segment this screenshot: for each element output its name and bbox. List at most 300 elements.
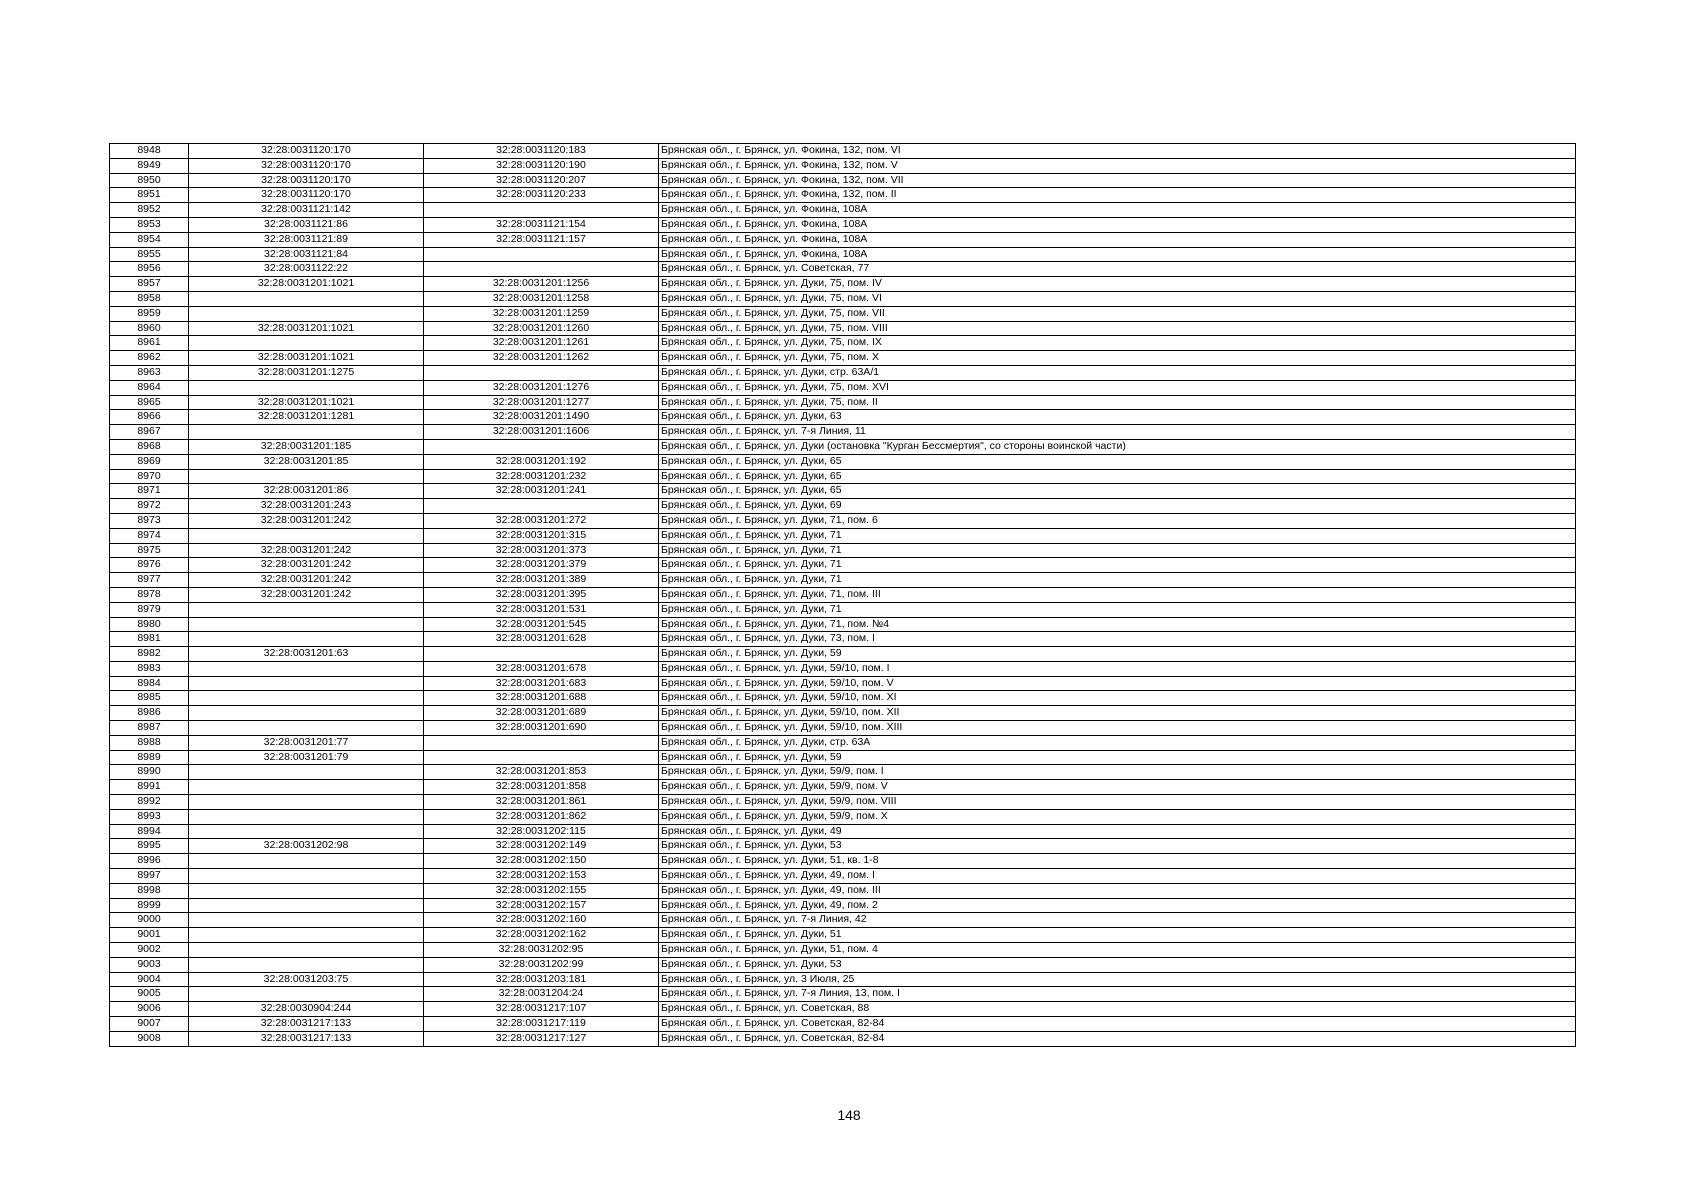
- cadastral-number-cell: 32:28:0031217:133: [189, 1017, 424, 1032]
- cadastral-number-cell: [189, 883, 424, 898]
- table-row: [110, 987, 1576, 1002]
- table-row: [110, 750, 1576, 765]
- related-cadastral-number-cell: 32:28:0031203:181: [424, 972, 659, 987]
- cadastral-number-cell: [189, 632, 424, 647]
- cadastral-number-cell: [189, 676, 424, 691]
- row-number-cell: 9005: [110, 987, 189, 1002]
- cadastral-number-cell: 32:28:0031201:1021: [189, 277, 424, 292]
- table-row: [110, 795, 1576, 810]
- cadastral-number-cell: [189, 336, 424, 351]
- related-cadastral-number-cell: 32:28:0031204:24: [424, 987, 659, 1002]
- cadastral-number-cell: 32:28:0031201:86: [189, 484, 424, 499]
- address-cell: Брянская обл., г. Брянск, ул. Дуки, 59/9, пом. X: [659, 809, 1576, 824]
- address-cell: Брянская обл., г. Брянск, ул. Дуки, 71: [659, 573, 1576, 588]
- address-cell: Брянская обл., г. Брянск, ул. Фокина, 108А: [659, 232, 1576, 247]
- cadastral-number-cell: [189, 528, 424, 543]
- cadastral-number-cell: 32:28:0031203:75: [189, 972, 424, 987]
- cadastral-number-cell: 32:28:0031122:22: [189, 262, 424, 277]
- table-row: [110, 336, 1576, 351]
- related-cadastral-number-cell: 32:28:0031201:858: [424, 780, 659, 795]
- table-row: [110, 765, 1576, 780]
- cadastral-number-cell: [189, 291, 424, 306]
- row-number-cell: 8959: [110, 306, 189, 321]
- table-row: [110, 587, 1576, 602]
- related-cadastral-number-cell: 32:28:0031201:1256: [424, 277, 659, 292]
- table-row: [110, 928, 1576, 943]
- related-cadastral-number-cell: 32:28:0031201:628: [424, 632, 659, 647]
- address-cell: Брянская обл., г. Брянск, ул. Дуки, 75, пом. II: [659, 395, 1576, 410]
- address-cell: Брянская обл., г. Брянск, ул. Дуки, 75, пом. X: [659, 351, 1576, 366]
- address-cell: Брянская обл., г. Брянск, ул. Дуки, 65: [659, 484, 1576, 499]
- cadastral-number-cell: [189, 928, 424, 943]
- table-row: [110, 824, 1576, 839]
- row-number-cell: 8988: [110, 735, 189, 750]
- related-cadastral-number-cell: [424, 365, 659, 380]
- address-cell: Брянская обл., г. Брянск, ул. Дуки, 53: [659, 957, 1576, 972]
- related-cadastral-number-cell: 32:28:0031201:861: [424, 795, 659, 810]
- related-cadastral-number-cell: 32:28:0031201:1260: [424, 321, 659, 336]
- address-cell: Брянская обл., г. Брянск, ул. Фокина, 132, пом. II: [659, 188, 1576, 203]
- related-cadastral-number-cell: 32:28:0031202:115: [424, 824, 659, 839]
- cadastral-number-cell: 32:28:0031202:98: [189, 839, 424, 854]
- related-cadastral-number-cell: 32:28:0031201:678: [424, 661, 659, 676]
- cadastral-number-cell: 32:28:0031201:242: [189, 587, 424, 602]
- related-cadastral-number-cell: 32:28:0031201:531: [424, 602, 659, 617]
- address-cell: Брянская обл., г. Брянск, ул. Дуки, 71: [659, 558, 1576, 573]
- table-row: [110, 735, 1576, 750]
- related-cadastral-number-cell: 32:28:0031121:157: [424, 232, 659, 247]
- address-cell: Брянская обл., г. Брянск, ул. Дуки, 59: [659, 750, 1576, 765]
- address-cell: Брянская обл., г. Брянск, ул. Дуки, стр. 63А/1: [659, 365, 1576, 380]
- address-cell: Брянская обл., г. Брянск, ул. Дуки, 49, пом. I: [659, 869, 1576, 884]
- address-cell: Брянская обл., г. Брянск, ул. Дуки, 71: [659, 543, 1576, 558]
- related-cadastral-number-cell: 32:28:0031201:1606: [424, 425, 659, 440]
- table-row: [110, 854, 1576, 869]
- related-cadastral-number-cell: 32:28:0031202:149: [424, 839, 659, 854]
- row-number-cell: 9008: [110, 1031, 189, 1046]
- related-cadastral-number-cell: 32:28:0031201:1277: [424, 395, 659, 410]
- cadastral-number-cell: 32:28:0031120:170: [189, 158, 424, 173]
- cadastral-number-cell: [189, 913, 424, 928]
- table-row: [110, 158, 1576, 173]
- related-cadastral-number-cell: 32:28:0031201:1258: [424, 291, 659, 306]
- cadastral-number-cell: [189, 987, 424, 1002]
- table-row: [110, 217, 1576, 232]
- address-cell: Брянская обл., г. Брянск, ул. Дуки, 73, пом. I: [659, 632, 1576, 647]
- related-cadastral-number-cell: 32:28:0031121:154: [424, 217, 659, 232]
- cadastral-number-cell: [189, 691, 424, 706]
- address-cell: Брянская обл., г. Брянск, ул. 7-я Линия, 11: [659, 425, 1576, 440]
- address-cell: Брянская обл., г. Брянск, ул. Дуки, 65: [659, 469, 1576, 484]
- related-cadastral-number-cell: 32:28:0031217:119: [424, 1017, 659, 1032]
- related-cadastral-number-cell: 32:28:0031201:1262: [424, 351, 659, 366]
- table-row: [110, 573, 1576, 588]
- cadastral-number-cell: 32:28:0031201:243: [189, 499, 424, 514]
- table-row: [110, 262, 1576, 277]
- address-cell: Брянская обл., г. Брянск, ул. Дуки, 51, пом. 4: [659, 943, 1576, 958]
- cadastral-number-cell: 32:28:0031201:242: [189, 543, 424, 558]
- related-cadastral-number-cell: 32:28:0031201:192: [424, 454, 659, 469]
- related-cadastral-number-cell: [424, 735, 659, 750]
- cadastral-number-cell: [189, 854, 424, 869]
- address-cell: Брянская обл., г. Брянск, ул. Дуки, 59/10, пом. XIII: [659, 721, 1576, 736]
- table-row: [110, 691, 1576, 706]
- related-cadastral-number-cell: 32:28:0031201:241: [424, 484, 659, 499]
- cadastral-number-cell: 32:28:0031201:1021: [189, 351, 424, 366]
- related-cadastral-number-cell: [424, 262, 659, 277]
- row-number-cell: 8953: [110, 217, 189, 232]
- row-number-cell: 8956: [110, 262, 189, 277]
- address-cell: Брянская обл., г. Брянск, ул. Дуки, 49: [659, 824, 1576, 839]
- cadastral-number-cell: 32:28:0031201:1275: [189, 365, 424, 380]
- address-cell: Брянская обл., г. Брянск, ул. Дуки, 59/9, пом. I: [659, 765, 1576, 780]
- related-cadastral-number-cell: 32:28:0031202:99: [424, 957, 659, 972]
- address-cell: Брянская обл., г. Брянск, ул. Советская, 77: [659, 262, 1576, 277]
- address-cell: Брянская обл., г. Брянск, ул. Дуки, 59/10, пом. I: [659, 661, 1576, 676]
- address-cell: Брянская обл., г. Брянск, ул. Дуки, 59/10, пом. XI: [659, 691, 1576, 706]
- table-row: [110, 972, 1576, 987]
- address-cell: Брянская обл., г. Брянск, ул. 3 Июля, 25: [659, 972, 1576, 987]
- table-row: [110, 188, 1576, 203]
- cadastral-number-cell: [189, 469, 424, 484]
- row-number-cell: 8976: [110, 558, 189, 573]
- related-cadastral-number-cell: 32:28:0031201:862: [424, 809, 659, 824]
- related-cadastral-number-cell: 32:28:0031201:379: [424, 558, 659, 573]
- table-row: [110, 247, 1576, 262]
- related-cadastral-number-cell: 32:28:0031201:689: [424, 706, 659, 721]
- table-row: [110, 484, 1576, 499]
- row-number-cell: 8948: [110, 144, 189, 159]
- related-cadastral-number-cell: 32:28:0031202:157: [424, 898, 659, 913]
- related-cadastral-number-cell: 32:28:0031201:688: [424, 691, 659, 706]
- related-cadastral-number-cell: [424, 750, 659, 765]
- related-cadastral-number-cell: 32:28:0031217:127: [424, 1031, 659, 1046]
- cadastral-number-cell: 32:28:0031201:63: [189, 647, 424, 662]
- table-row: [110, 425, 1576, 440]
- row-number-cell: 8984: [110, 676, 189, 691]
- row-number-cell: 9002: [110, 943, 189, 958]
- address-cell: Брянская обл., г. Брянск, ул. Дуки, 71: [659, 602, 1576, 617]
- table-row: [110, 395, 1576, 410]
- row-number-cell: 8965: [110, 395, 189, 410]
- row-number-cell: 8963: [110, 365, 189, 380]
- table-row: [110, 1002, 1576, 1017]
- address-cell: Брянская обл., г. Брянск, ул. Дуки, 59/10, пом. XII: [659, 706, 1576, 721]
- address-cell: Брянская обл., г. Брянск, ул. Дуки, 75, пом. IX: [659, 336, 1576, 351]
- cadastral-number-cell: [189, 824, 424, 839]
- address-cell: Брянская обл., г. Брянск, ул. Советская, 82-84: [659, 1017, 1576, 1032]
- row-number-cell: 8972: [110, 499, 189, 514]
- table-row: [110, 439, 1576, 454]
- related-cadastral-number-cell: 32:28:0031201:395: [424, 587, 659, 602]
- cadastral-number-cell: 32:28:0031121:142: [189, 203, 424, 218]
- row-number-cell: 8960: [110, 321, 189, 336]
- row-number-cell: 8980: [110, 617, 189, 632]
- related-cadastral-number-cell: 32:28:0031202:155: [424, 883, 659, 898]
- related-cadastral-number-cell: 32:28:0031201:373: [424, 543, 659, 558]
- cadastral-number-cell: 32:28:0031121:86: [189, 217, 424, 232]
- address-cell: Брянская обл., г. Брянск, ул. Дуки, 59/10, пом. V: [659, 676, 1576, 691]
- address-cell: Брянская обл., г. Брянск, ул. Дуки, 69: [659, 499, 1576, 514]
- cadastral-number-cell: 32:28:0030904:244: [189, 1002, 424, 1017]
- row-number-cell: 9001: [110, 928, 189, 943]
- row-number-cell: 8990: [110, 765, 189, 780]
- row-number-cell: 8992: [110, 795, 189, 810]
- address-cell: Брянская обл., г. Брянск, ул. Дуки, 71, пом. 6: [659, 513, 1576, 528]
- address-cell: Брянская обл., г. Брянск, ул. Дуки, 75, пом. VI: [659, 291, 1576, 306]
- row-number-cell: 8971: [110, 484, 189, 499]
- address-cell: Брянская обл., г. Брянск, ул. Советская, 88: [659, 1002, 1576, 1017]
- row-number-cell: 8985: [110, 691, 189, 706]
- row-number-cell: 8987: [110, 721, 189, 736]
- table-row: [110, 454, 1576, 469]
- address-cell: Брянская обл., г. Брянск, ул. Дуки, стр. 63А: [659, 735, 1576, 750]
- related-cadastral-number-cell: 32:28:0031201:690: [424, 721, 659, 736]
- table-row: [110, 706, 1576, 721]
- table-row: [110, 291, 1576, 306]
- row-number-cell: 8999: [110, 898, 189, 913]
- table-row: [110, 543, 1576, 558]
- cadastral-number-cell: 32:28:0031120:170: [189, 144, 424, 159]
- cadastral-number-cell: [189, 602, 424, 617]
- cadastral-number-cell: [189, 706, 424, 721]
- row-number-cell: 8949: [110, 158, 189, 173]
- cadastral-number-cell: [189, 425, 424, 440]
- row-number-cell: 8950: [110, 173, 189, 188]
- cadastral-number-cell: [189, 795, 424, 810]
- row-number-cell: 8978: [110, 587, 189, 602]
- table-row: [110, 943, 1576, 958]
- cadastral-number-cell: 32:28:0031120:170: [189, 173, 424, 188]
- row-number-cell: 8993: [110, 809, 189, 824]
- table-row: [110, 306, 1576, 321]
- row-number-cell: 8968: [110, 439, 189, 454]
- table-row: [110, 173, 1576, 188]
- row-number-cell: 8955: [110, 247, 189, 262]
- table-row: [110, 780, 1576, 795]
- row-number-cell: 8982: [110, 647, 189, 662]
- table-row: [110, 632, 1576, 647]
- address-cell: Брянская обл., г. Брянск, ул. Дуки, 65: [659, 454, 1576, 469]
- table-row: [110, 676, 1576, 691]
- row-number-cell: 8969: [110, 454, 189, 469]
- row-number-cell: 8979: [110, 602, 189, 617]
- row-number-cell: 8975: [110, 543, 189, 558]
- table-row: [110, 469, 1576, 484]
- table-row: [110, 898, 1576, 913]
- table-row: [110, 913, 1576, 928]
- row-number-cell: 8989: [110, 750, 189, 765]
- address-cell: Брянская обл., г. Брянск, ул. Дуки, 51: [659, 928, 1576, 943]
- row-number-cell: 8981: [110, 632, 189, 647]
- related-cadastral-number-cell: 32:28:0031201:683: [424, 676, 659, 691]
- related-cadastral-number-cell: 32:28:0031202:162: [424, 928, 659, 943]
- registry-table: [109, 143, 1576, 1047]
- row-number-cell: 8964: [110, 380, 189, 395]
- related-cadastral-number-cell: 32:28:0031201:1276: [424, 380, 659, 395]
- address-cell: Брянская обл., г. Брянск, ул. Дуки, 59/9, пом. VIII: [659, 795, 1576, 810]
- table-row: [110, 602, 1576, 617]
- related-cadastral-number-cell: 32:28:0031201:1259: [424, 306, 659, 321]
- cadastral-number-cell: 32:28:0031201:79: [189, 750, 424, 765]
- cadastral-number-cell: 32:28:0031121:89: [189, 232, 424, 247]
- row-number-cell: 8961: [110, 336, 189, 351]
- registry-table-body: [110, 144, 1576, 1047]
- address-cell: Брянская обл., г. Брянск, ул. Дуки, 63: [659, 410, 1576, 425]
- related-cadastral-number-cell: [424, 247, 659, 262]
- cadastral-number-cell: [189, 869, 424, 884]
- related-cadastral-number-cell: 32:28:0031202:95: [424, 943, 659, 958]
- table-row: [110, 1031, 1576, 1046]
- table-row: [110, 869, 1576, 884]
- table-row: [110, 144, 1576, 159]
- related-cadastral-number-cell: 32:28:0031217:107: [424, 1002, 659, 1017]
- related-cadastral-number-cell: 32:28:0031120:183: [424, 144, 659, 159]
- related-cadastral-number-cell: [424, 647, 659, 662]
- row-number-cell: 8991: [110, 780, 189, 795]
- address-cell: Брянская обл., г. Брянск, ул. Дуки, 49, пом. 2: [659, 898, 1576, 913]
- row-number-cell: 8983: [110, 661, 189, 676]
- related-cadastral-number-cell: [424, 499, 659, 514]
- table-row: [110, 1017, 1576, 1032]
- related-cadastral-number-cell: 32:28:0031201:389: [424, 573, 659, 588]
- cadastral-number-cell: 32:28:0031201:242: [189, 573, 424, 588]
- table-row: [110, 232, 1576, 247]
- cadastral-number-cell: [189, 721, 424, 736]
- related-cadastral-number-cell: [424, 203, 659, 218]
- table-row: [110, 883, 1576, 898]
- row-number-cell: 8996: [110, 854, 189, 869]
- table-row: [110, 499, 1576, 514]
- address-cell: Брянская обл., г. Брянск, ул. Фокина, 132, пом. V: [659, 158, 1576, 173]
- table-row: [110, 410, 1576, 425]
- related-cadastral-number-cell: 32:28:0031201:232: [424, 469, 659, 484]
- cadastral-number-cell: [189, 898, 424, 913]
- cadastral-number-cell: [189, 380, 424, 395]
- cadastral-number-cell: [189, 780, 424, 795]
- row-number-cell: 8967: [110, 425, 189, 440]
- row-number-cell: 8970: [110, 469, 189, 484]
- address-cell: Брянская обл., г. Брянск, ул. Дуки, 75, пом. VIII: [659, 321, 1576, 336]
- address-cell: Брянская обл., г. Брянск, ул. Фокина, 108А: [659, 217, 1576, 232]
- address-cell: Брянская обл., г. Брянск, ул. Дуки, 59/9, пом. V: [659, 780, 1576, 795]
- address-cell: Брянская обл., г. Брянск, ул. Фокина, 108А: [659, 203, 1576, 218]
- table-row: [110, 617, 1576, 632]
- related-cadastral-number-cell: 32:28:0031202:153: [424, 869, 659, 884]
- table-row: [110, 558, 1576, 573]
- cadastral-number-cell: 32:28:0031201:85: [189, 454, 424, 469]
- cadastral-number-cell: 32:28:0031121:84: [189, 247, 424, 262]
- page-number: 148: [837, 1107, 861, 1123]
- cadastral-number-cell: [189, 661, 424, 676]
- related-cadastral-number-cell: 32:28:0031120:190: [424, 158, 659, 173]
- cadastral-number-cell: 32:28:0031201:242: [189, 558, 424, 573]
- table-row: [110, 839, 1576, 854]
- cadastral-number-cell: [189, 943, 424, 958]
- row-number-cell: 9006: [110, 1002, 189, 1017]
- table-row: [110, 203, 1576, 218]
- row-number-cell: 8951: [110, 188, 189, 203]
- table-row: [110, 957, 1576, 972]
- row-number-cell: 9007: [110, 1017, 189, 1032]
- related-cadastral-number-cell: 32:28:0031202:150: [424, 854, 659, 869]
- address-cell: Брянская обл., г. Брянск, ул. Дуки, 53: [659, 839, 1576, 854]
- related-cadastral-number-cell: 32:28:0031120:233: [424, 188, 659, 203]
- cadastral-number-cell: 32:28:0031201:77: [189, 735, 424, 750]
- cadastral-number-cell: [189, 306, 424, 321]
- row-number-cell: 8977: [110, 573, 189, 588]
- row-number-cell: 8974: [110, 528, 189, 543]
- related-cadastral-number-cell: [424, 439, 659, 454]
- address-cell: Брянская обл., г. Брянск, ул. Советская, 82-84: [659, 1031, 1576, 1046]
- cadastral-number-cell: 32:28:0031201:1281: [189, 410, 424, 425]
- cadastral-number-cell: 32:28:0031201:242: [189, 513, 424, 528]
- row-number-cell: 8994: [110, 824, 189, 839]
- related-cadastral-number-cell: 32:28:0031120:207: [424, 173, 659, 188]
- cadastral-number-cell: [189, 809, 424, 824]
- related-cadastral-number-cell: 32:28:0031201:1490: [424, 410, 659, 425]
- address-cell: Брянская обл., г. Брянск, ул. Дуки, 75, пом. IV: [659, 277, 1576, 292]
- cadastral-number-cell: 32:28:0031217:133: [189, 1031, 424, 1046]
- address-cell: Брянская обл., г. Брянск, ул. Дуки, 71: [659, 528, 1576, 543]
- row-number-cell: 9003: [110, 957, 189, 972]
- table-row: [110, 528, 1576, 543]
- related-cadastral-number-cell: 32:28:0031201:545: [424, 617, 659, 632]
- address-cell: Брянская обл., г. Брянск, ул. Дуки, 51, кв. 1-8: [659, 854, 1576, 869]
- address-cell: Брянская обл., г. Брянск, ул. Дуки, 59: [659, 647, 1576, 662]
- table-row: [110, 380, 1576, 395]
- row-number-cell: 8973: [110, 513, 189, 528]
- address-cell: Брянская обл., г. Брянск, ул. Дуки, 71, пом. №4: [659, 617, 1576, 632]
- table-row: [110, 647, 1576, 662]
- row-number-cell: 8966: [110, 410, 189, 425]
- table-row: [110, 365, 1576, 380]
- row-number-cell: 8954: [110, 232, 189, 247]
- cadastral-number-cell: 32:28:0031201:1021: [189, 321, 424, 336]
- row-number-cell: 9000: [110, 913, 189, 928]
- table-row: [110, 321, 1576, 336]
- row-number-cell: 8957: [110, 277, 189, 292]
- cadastral-number-cell: [189, 617, 424, 632]
- address-cell: Брянская обл., г. Брянск, ул. Фокина, 108А: [659, 247, 1576, 262]
- address-cell: Брянская обл., г. Брянск, ул. Дуки, 71, пом. III: [659, 587, 1576, 602]
- cadastral-number-cell: 32:28:0031201:1021: [189, 395, 424, 410]
- address-cell: Брянская обл., г. Брянск, ул. Фокина, 132, пом. VI: [659, 144, 1576, 159]
- address-cell: Брянская обл., г. Брянск, ул. Дуки, 49, пом. III: [659, 883, 1576, 898]
- address-cell: Брянская обл., г. Брянск, ул. Дуки, 75, пом. XVI: [659, 380, 1576, 395]
- table-row: [110, 809, 1576, 824]
- address-cell: Брянская обл., г. Брянск, ул. 7-я Линия, 13, пом. I: [659, 987, 1576, 1002]
- cadastral-number-cell: 32:28:0031201:185: [189, 439, 424, 454]
- table-row: [110, 277, 1576, 292]
- table-row: [110, 351, 1576, 366]
- row-number-cell: 8998: [110, 883, 189, 898]
- row-number-cell: 8986: [110, 706, 189, 721]
- row-number-cell: 9004: [110, 972, 189, 987]
- row-number-cell: 8997: [110, 869, 189, 884]
- table-row: [110, 513, 1576, 528]
- address-cell: Брянская обл., г. Брянск, ул. Дуки, 75, пом. VII: [659, 306, 1576, 321]
- cadastral-number-cell: [189, 957, 424, 972]
- row-number-cell: 8995: [110, 839, 189, 854]
- related-cadastral-number-cell: 32:28:0031201:315: [424, 528, 659, 543]
- row-number-cell: 8962: [110, 351, 189, 366]
- table-row: [110, 721, 1576, 736]
- address-cell: Брянская обл., г. Брянск, ул. 7-я Линия, 42: [659, 913, 1576, 928]
- address-cell: Брянская обл., г. Брянск, ул. Фокина, 132, пом. VII: [659, 173, 1576, 188]
- row-number-cell: 8952: [110, 203, 189, 218]
- related-cadastral-number-cell: 32:28:0031201:272: [424, 513, 659, 528]
